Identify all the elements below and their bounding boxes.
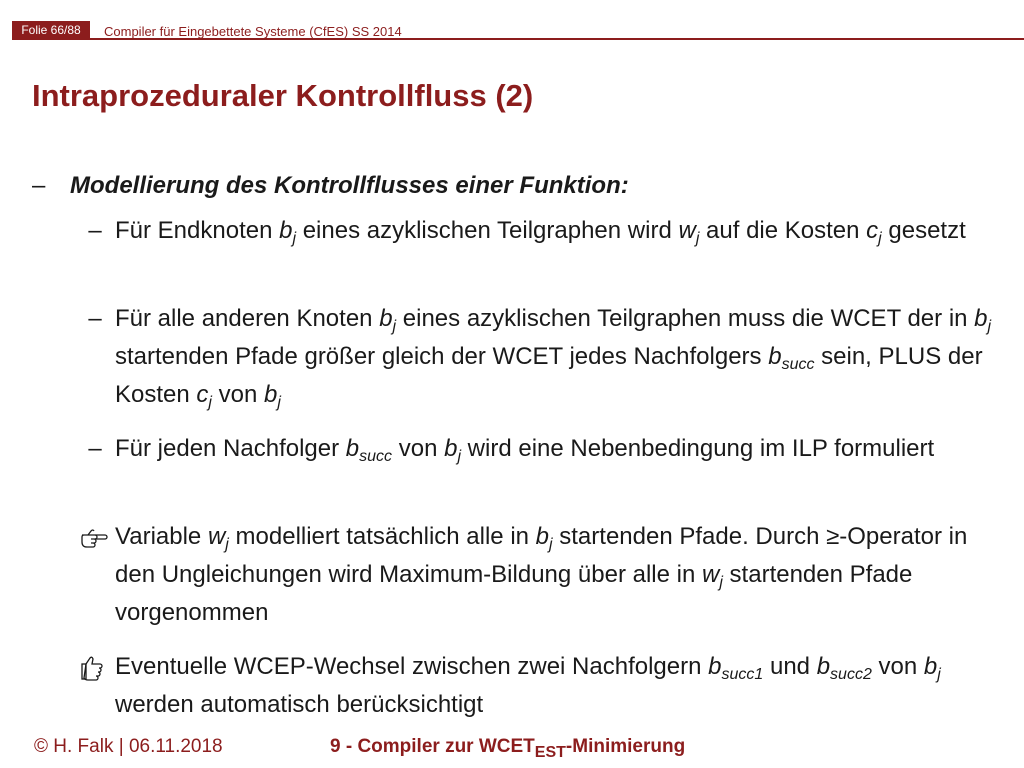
footer-chapter-main: 9 - Compiler zur WCET <box>330 736 535 757</box>
footer-chapter-sub: EST <box>534 744 566 761</box>
subscript: j <box>719 574 723 591</box>
course-title: Compiler für Eingebettete Systeme (CfES) SS 2014 <box>104 24 402 39</box>
subscript: succ1 <box>721 666 764 683</box>
text-part: von <box>211 381 264 408</box>
var: w <box>701 561 720 588</box>
bullet-item-1 <box>115 212 1005 250</box>
subscript: j <box>987 318 992 335</box>
subscript: j <box>208 394 212 411</box>
text-part: eines azyklischen Teilgraphen wird <box>296 217 679 244</box>
text-part: wird eine Nebenbedingung im ILP formuliert <box>461 435 935 462</box>
text-part: startenden Pfade größer gleich der WCET jedes Nachfolgers <box>115 343 769 370</box>
footer-author-date: © H. Falk | 06.11.2018 <box>34 736 223 757</box>
var: b <box>708 653 722 680</box>
subscript: j <box>277 394 281 411</box>
bullet-dash: – <box>88 435 102 462</box>
var: b <box>535 523 550 550</box>
folio-badge: Folie 66/88 <box>12 21 90 40</box>
text-part: gesetzt <box>881 217 966 244</box>
subscript: j <box>225 536 229 553</box>
var: c <box>866 217 879 244</box>
subscript: j <box>549 536 553 553</box>
subscript: j <box>292 230 297 247</box>
var: w <box>207 523 226 550</box>
text-part: Für Endknoten <box>115 217 280 244</box>
text-part: Eventuelle WCEP-Wechsel zwischen zwei Nachfolgern <box>115 653 709 680</box>
var: b <box>444 435 458 462</box>
text-part: auf die Kosten <box>699 217 867 244</box>
thumb-hand-icon <box>80 648 108 686</box>
bullet-item-2 <box>115 300 1005 414</box>
subscript: j <box>695 230 700 247</box>
level1-heading: Modellierung des Kontrollflusses einer Funktion: <box>70 172 629 199</box>
text-part: von <box>871 653 924 680</box>
var: b <box>279 217 293 244</box>
var: b <box>923 653 938 680</box>
level1-marker: – <box>32 172 46 199</box>
pointing-hand-icon <box>80 518 108 556</box>
text-part: Für alle anderen Knoten <box>115 305 380 332</box>
subscript: j <box>878 230 882 247</box>
text-part: werden automatisch berücksichtigt <box>115 691 484 718</box>
var: b <box>379 305 393 332</box>
var: b <box>345 435 360 462</box>
text-part: Für jeden Nachfolger <box>115 435 346 462</box>
footer-chapter-end: -Minimierung <box>565 736 686 757</box>
text-part: Variable <box>115 523 208 550</box>
bullet-item-3 <box>115 430 1005 468</box>
subscript: j <box>457 448 462 465</box>
text-part: startenden Pfade. Durch ≥-Operator in den Ungleichungen wird Maximum-Bildung über alle in <box>115 523 968 588</box>
var: b <box>263 381 278 408</box>
subscript: succ <box>781 356 815 373</box>
bullet-item-4 <box>115 518 1005 632</box>
subscript: succ <box>359 448 393 465</box>
bullet-dash: – <box>88 305 102 332</box>
bullet-item-5 <box>115 648 1005 724</box>
bullet-dash: – <box>88 217 102 244</box>
text-part: sein, PLUS der Kosten <box>115 343 983 408</box>
text-part: modelliert tatsächlich alle in <box>228 523 536 550</box>
text-part: von <box>392 435 445 462</box>
var: b <box>816 653 831 680</box>
footer-chapter-title <box>330 736 686 761</box>
text-part: startenden Pfade vorgenommen <box>115 561 913 626</box>
var: w <box>678 217 696 244</box>
text-part: und <box>763 653 817 680</box>
var: b <box>974 305 988 332</box>
subscript: j <box>392 318 397 335</box>
var: c <box>196 381 209 408</box>
text-part: eines azyklischen Teilgraphen muss die WCET der in <box>396 305 975 332</box>
var: b <box>768 343 782 370</box>
subscript: succ2 <box>830 666 872 683</box>
slide-title: Intraprozeduraler Kontrollfluss (2) <box>32 78 534 113</box>
subscript: j <box>937 666 941 683</box>
